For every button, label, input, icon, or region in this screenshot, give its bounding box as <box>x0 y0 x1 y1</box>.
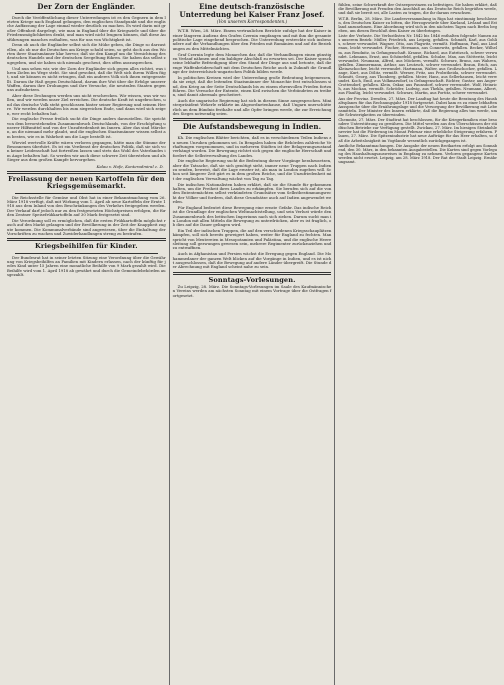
article-paragraph: Wieviel wertvolle Kräfte wären verloren gegangen, hätte man die Stimme der Besonnenen überhört. Es ist ein Verdienst der deutschen Politik, daß sie sich von keiner Leidenschaft hat fortreißen lassen und stets das Wohl des Vaterlandes im Auge behalten hat. So werden wir auch diese schwere Zeit überstehen und als Sieger aus dem großen Kampfe hervorgehen. <box>7 139 166 162</box>
column-3 <box>334 3 500 685</box>
article-paragraph: W.T.B. Wien, 28. März. Einem vertraulichen Berichte zufolge hat der Kaiser in einer längeren Audienz den Grafen Czernin empfangen und mit ihm die gesamte politische Lage eingehend besprochen. Die Unterredung erstreckte sich insbesondere auf die Verhandlungen über den Frieden mit Rumänien und auf die Beziehungen zu den Mittelmächten. <box>172 28 332 51</box>
article-paragraph: Die indischen Nationalisten haben erklärt, daß sie die Stunde für gekommen halten, um die Freiheit ihres Landes zu erkämpfen. Sie berufen sich auf die von den Ententemächten selbst verkündeten Grundsätze vom Selbstbestimmungsrecht der Völker und fordern, daß diese Grundsätze auch auf Indien angewendet werden. <box>172 181 332 205</box>
article-paragraph: Für England bedeutet diese Bewegung eine ernste Gefahr. Das indische Reich ist die Grundlage der englischen Weltmachtstellung, und sein Verlust würde den Zusammenbruch des britischen Imperiums nach sich ziehen. Darum sucht man in London mit allen Mitteln die Bewegung zu unterdrücken, aber es ist fraglich, ob dies auf die Dauer gelingen wird. <box>172 204 332 228</box>
article-subheading: (Von unserem Korrespondenten.) <box>216 18 288 24</box>
article-paragraph: Auch in Afghanistan und Persien wächst die Erregung gegen England. Die Mohammedaner der ganzen Welt blicken auf die Vorgänge in Indien, und es ist nicht ausgeschlossen, daß die Bewegung auf andere Länder übergreift. Die Stunde der Abrechnung mit England scheint nahe zu sein. <box>172 251 332 270</box>
article-paragraph: Die Verordnung soll es ermöglichen, daß die ersten Frühkartoffeln möglichst rasch auf den Markt gelangen und der Bevölkerung in der Zeit der Knappheit zugute kommen. Die Kommunalverbände sind angewiesen, über die Einhaltung der Vorschriften zu wachen und Zuwiderhandlungen streng zu bestrafen. <box>7 217 166 236</box>
section-divider <box>7 171 166 174</box>
article-paragraph: Aber diese Drohungen werden uns nicht erschrecken. Wir wissen, was wir wollen, und wir werden unser Ziel erreichen. Die deutsche Kraft ist ungebrochen, und das deutsche Volk steht geschlossen hinter seiner Regierung und seinem Heere. Wir werden durchhalten bis zum siegreichen Ende, und dann wird sich zeigen, wer recht behalten hat. <box>7 93 166 116</box>
section-divider <box>7 238 166 241</box>
section-divider <box>173 272 332 275</box>
heading-rule <box>181 26 324 27</box>
article-paragraph: Amtliche Bekanntmachungen. Die Ausgabe der neuen Brotkarten erfolgt am Sonnabend, den 30. März, in den bekannten Ausgabestellen. Die Karten sind gegen Vorlegung des Haushaltungsausweises in Empfang zu nehmen. Verloren gegangene Karten werden nicht ersetzt. Leipzig, am 28. März 1918. Der Rat der Stadt Leipzig. Ernährungsamt. <box>338 144 498 165</box>
column-1 <box>4 3 169 685</box>
article-paragraph: fühlen, seine Schwerkraft der Ostseeprovinzen zu befestigen. Sie haben erklärt, daß die Bevölkerung mit Freuden den Anschluß an das Deutsche Reich begrüßen werde, und daß sie bereit sei, alle Lasten zu tragen, die ihr daraus erwachsen. <box>338 3 498 16</box>
heading-rule <box>15 253 158 254</box>
article-heading: Die Aufstandsbewegung in Indien. <box>182 122 322 132</box>
article-paragraph: Kh. Die englischen Blätter berichten, daß es in verschiedenen Teilen Indiens zu neuen Unruhen gekommen sei. In Bengalen haben die Behörden zahlreiche Verhaftungen vorgenommen, und in mehreren Städten ist der Belagerungszustand verhängt worden. Die Bewegung richtet sich gegen die englische Herrschaft und fordert die Selbstverwaltung des Landes. <box>172 135 332 158</box>
article-heading: Sonntags-Vorlesungen. <box>208 275 296 284</box>
article-paragraph: Chemnitz, 27. März. Der Stadtrat hat beschlossen, für die Kriegerfamilien eine besondere Unterstützung zu gewähren. Die Mittel werden aus den Überschüssen der städtischen Betriebe zur Verfügung gestellt. Zwickau, 27. März. Im hiesigen Steinkohlenrevier hat die Förderung im Monat Februar eine erhebliche Steigerung erfahren. Plauen, 27. März. Die Spitzenindustrie hat neue Aufträge für das Heer erhalten, so daß die Arbeitslosigkeit im Vogtlande wesentlich zurückgegangen ist. <box>338 118 498 143</box>
article-heading: Eine deutsch-französische Unterredung bei Kaiser Franz Josef. <box>179 3 325 19</box>
column-layout <box>4 3 500 685</box>
article-paragraph: Ein Teil der indischen Truppen, die auf den verschiedenen Kriegsschauplätzen kämpfen, soll sich bereits geweigert haben, weiter für England zu fechten. Man spricht von Meutereien in Mesopotamien und Palästina, und die englische Heeresleitung soll gezwungen gewesen sein, mehrere Regimenter zurückzuziehen und zu entwaffnen. <box>172 228 332 251</box>
article-paragraph: Aus der Provinz. Dresden, 27. März. Der Landtag hat heute die Beratung des Haushaltsplanes für das Rechnungsjahr 1918 fortgesetzt. Dabei kam es zu einer lebhaften Aussprache über die Ernährungslage und die Versorgung der Bevölkerung mit Lebensmitteln. Der Minister des Innern erklärte, daß die Regierung alles tun werde, um die Schwierigkeiten zu überwinden. <box>338 96 498 117</box>
article-heading: Kriegsbeihilfen für Kinder. <box>35 242 138 251</box>
article-paragraph: Der Bundesrat hat in seiner letzten Sitzung eine Verordnung über die Gewährung von Kriegsbeihilfen an Familien mit Kindern erlassen, nach der künftig für jedes Kind unter 15 Jahren eine monatliche Beihilfe von 9 Mark gezahlt wird. Die Beihilfe wird vom 1. April 1918 ab gewährt und durch die Gemeindebehörden ausgezahlt. <box>7 254 166 277</box>
article-paragraph: Zu Leipzig, 28. März. Die Sonntags-Vorlesungen im Saale des Kaufmännischen Vereins werden am nächsten Sonntag mit einem Vortrage über die Ostfragen fortgesetzt. <box>172 284 332 298</box>
article-paragraph: Die englische Presse freilich sucht die Dinge anders darzustellen. Sie spricht von dem bevorstehenden Zusammenbruch Deutschlands, von der Erschöpfung unserer Hilfsmittel und von der Unzufriedenheit im Innern. Aber das sind Märchen, an die niemand mehr glaubt, und die englischen Staatsmänner wissen selbst am besten, wie es in Wahrheit um die Lage bestellt ist. <box>7 116 166 139</box>
heading-rule <box>181 133 324 134</box>
article-paragraph: Liste der Verluste. Die Verlustlisten Nr. 1842 bis 1846 enthalten folgende Namen aus unserem Bezirk: Müller, Friedrich, aus Leipzig, gefallen. Schmidt, Karl, aus Gohlis, schwer verwundet. Wagner, Otto, aus Plagwitz, vermißt. Hoffmann, Paul, aus Lindenau, leicht verwundet. Fischer, Hermann, aus Connewitz, gefallen. Becker, Wilhelm, aus Reudnitz, in Gefangenschaft. Krause, Richard, aus Eutritzsch, schwer verwundet. Lehmann, Ernst, aus Schönefeld, gefallen. Schulze, Max, aus Stötteritz, leicht verwundet. Neumann, Alfred, aus Möckern, vermißt. Schwarz, Bruno, aus Wahren, gefallen. Zimmermann, Arthur, aus Leutzsch, schwer verwundet. Braun, Erich, aus Kleinzschocher, leicht verwundet. Hartmann, Walter, aus Großzschocher, gefallen. Lange, Kurt, aus Dölitz, vermißt. Werner, Fritz, aus Probstheida, schwer verwundet. Schmitt, Georg, aus Thonberg, gefallen. Meier, Hans, aus Sellerhausen, leicht verwundet. Koch, Emil, aus Volkmarsdorf, in Gefangenschaft. Richter, Gustav, aus Anger-Crottendorf, gefallen. Klein, Oskar, aus Paunsdorf, schwer verwundet. Wolf, Heinrich, aus Mockau, vermißt. Schröder, Ludwig, aus Thekla, gefallen. Neumann, Albert, aus Plaußig, leicht verwundet. Schwarz, Martin, aus Portitz, schwer verwundet. <box>338 34 498 95</box>
article-paragraph: Denn ob auch die Engländer selbst sich die Mühe geben, die Dinge so darzustellen, als ob nur die Deutschen am Kriege schuld seien, so geht doch aus den Worten ihrer Staatsmänner klar hervor, daß sie den Kampf um die Vernichtung des deutschen Handels und der deutschen Seegeltung führen. Sie haben das selbst zugegeben, und sie haben sich niemals gescheut, dies offen auszusprechen. <box>7 42 166 65</box>
article-paragraph: Graf Czernin legte dem Monarchen dar, daß die Verhandlungen einen günstigen Verlauf nähmen und ein baldiger Abschluß zu erwarten sei. Der Kaiser sprach seine lebhafte Befriedigung über den Stand der Dinge aus und betonte, daß die enge Waffenbrüderschaft mit dem Deutschen Reiche auch in Zukunft die Grundlage der österreichisch-ungarischen Politik bilden werde. <box>172 51 332 74</box>
article-paragraph: Durch die Veröffentlichung dieser Unterredungen ist es den Gegnern in dem letzten Kriege nach England gelungen, den englischen Standpunkt und die englische Auffassung der Lage einmal wieder deutlich zu machen. Es wird darin mit großer Offenheit dargelegt, wie man in England über die Kriegsziele und über die Friedensmöglichkeiten denkt, und man wird nicht leugnen können, daß diese Ausführungen manches enthalten, was für uns von Wichtigkeit ist. <box>7 14 166 42</box>
article-paragraph: Die Reichsstelle für Gemüse und Obst hat in einer Bekanntmachung vom 26. März 1918 verfügt, daß mit Wirkung vom 1. April ab neue Kartoffeln der Ernte 1918 aus dem Inland von den Beschränkungen des Verkehrs freigegeben werden. Der Verkauf darf jedoch nur zu den festgesetzten Höchstpreisen erfolgen, die für den Zentner Speisefrühkartoffeln auf 30 Mark festgesetzt sind. <box>7 194 166 217</box>
article-paragraph: W.T.B. Berlin, 28. März. Die Landesversammlung in Riga hat einstimmig beschlossen, den Deutschen Kaiser zu bitten, die Herzogswürde über Kurland, Livland und Estland anzunehmen. Eine Abordnung wird sich in den nächsten Tagen nach Berlin begeben, um diesen Beschluß dem Kaiser zu überbringen. <box>338 16 498 33</box>
article-heading: Der Zorn der Engländer. <box>37 3 136 11</box>
column-2 <box>169 3 335 685</box>
article-signature: Kalau v. Hofe, Konteradmiral z. D. <box>96 163 164 169</box>
section-divider <box>173 118 332 121</box>
heading-rule <box>15 13 158 14</box>
article-heading: Freilassung der neuen Kartoffeln für den Kriegsgemüsemarkt. <box>8 174 165 191</box>
article-paragraph: In politischen Kreisen wird der Unterredung große Bedeutung beigemessen, da sie zeigt, daß die leitenden Staatsmänner der Monarchie fest entschlossen sind, den Krieg an der Seite Deutschlands bis zu einem ehrenvollen Frieden fortzuführen. Die Versuche der Entente, einen Keil zwischen die Verbündeten zu treiben, sind damit abermals gescheitert. <box>172 74 332 98</box>
article-paragraph: Auch die ungarische Regierung hat sich in diesem Sinne ausgesprochen. Ministerpräsident Wekerle erklärte im Abgeordnetenhause, daß Ungarn unerschütterlich an dem Bündnis festhalte und alle Opfer bringen werde, die zur Erreichung des Sieges notwendig seien. <box>172 98 332 117</box>
article-paragraph: Und nun sehen wir, wie der Zorn der Engländer sich gegen alles richtet, was ihren Zielen im Wege steht. Sie sind gewohnt, daß die Welt sich ihrem Willen fügt, und sie können es nicht ertragen, daß ein anderes Volk sich ihnen entgegenstellt. Darum ihr Haß gegen Deutschland, darum ihre Wut über die Erfolge unserer Waffen, darum ihre Drohungen und ihre Versuche, die neutralen Staaten gegen uns aufzuhetzen. <box>7 65 166 93</box>
heading-rule <box>15 193 158 194</box>
article-paragraph: Die englische Regierung sucht die Bedeutung dieser Vorgänge herabzusetzen, aber die Tatsache, daß sie sich genötigt sieht, immer neue Truppen nach Indien zu senden, beweist, daß die Lage ernster ist, als man in London zugeben will. Schon seit längerer Zeit gärt es in dem großen Reiche, und die Unzufriedenheit mit der englischen Verwaltung wächst von Tag zu Tag. <box>172 158 332 181</box>
